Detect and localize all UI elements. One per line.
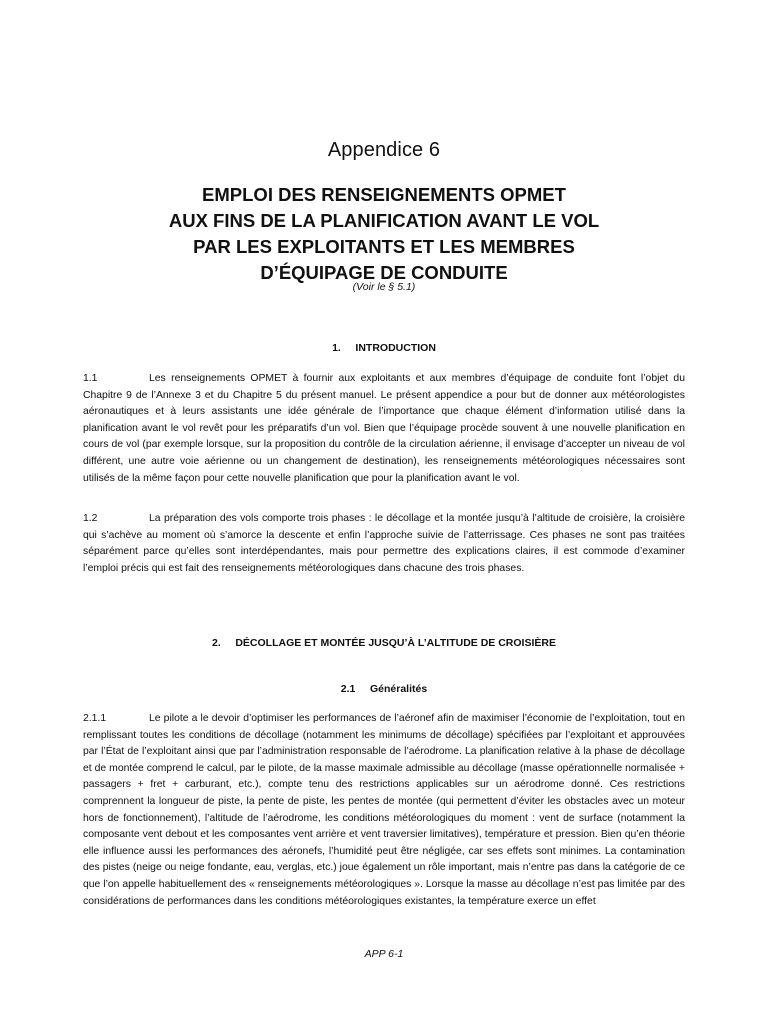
title-line-3: PAR LES EXPLOITANTS ET LES MEMBRES [193, 236, 575, 257]
paragraph-text: Les renseignements OPMET à fournir aux exploitants et aux membres d’équipage de conduite font l’objet du Chapitre 9 de l’Annexe 3 et du Chapitre 5 du présent manuel. Le présent appendice a pour but de donner aux météorologistes aéronautiques et à leurs assistants une idée générale de l’importance que chaque élément d’information utilisé dans la planification avant le vol revêt pour les préparatifs d’un vol. Bien que l’équipage procède souvent à une nouvelle planification en cours de vol (par exemple lorsque, sur la proposition du contrôle de la circulation aérienne, il envisage d’accepter un niveau de vol différent, une autre voie aérienne ou un changement de destination), les renseignements météorologiques nécessaires sont utilisés de la même façon pour cette nouvelle planification que pour la planification avant le vol. [83, 373, 685, 484]
page-footer: APP 6-1 [364, 948, 404, 960]
paragraph-number: 1.2 [83, 513, 98, 524]
paragraph-number: 2.1.1 [83, 713, 107, 724]
appendix-title: Appendice 6 [327, 139, 441, 161]
paragraph-text: La préparation des vols comporte trois phases : le décollage et la montée jusqu’à l’altitude de croisière, la croisière qui s’achève au moment où s’amorce la descente et enfin l’approche suivie de l’atterrissage. Ces phases ne sont pas traitées séparément parce qu’elles sont interdépendantes, mais pour permettre des explications claires, il est commode d’examiner l’emploi précis qui est fait des renseignements météorologiques dans chacune des trois phases. [83, 513, 685, 574]
paragraph-text: Le pilote a le devoir d’optimiser les performances de l’aéronef afin de maximiser l’économie de l’exploitation, tout en remplissant toutes les conditions de décollage (notamment les minimums de décollage) spécifiées par l’exploitant et approuvées par l’État de l’exploitant ainsi que par l’administration responsable de l’aérodrome. La planification relative à la phase de décollage et de montée comprend le calcul, par le pilote, de la masse maximale admissible au décollage (masse opérationnelle normalisée + passagers + fret + carburant, etc.), compte tenu des restrictions applicables sur un aérodrome donné. Ces restrictions comprennent la longueur de piste, la pente de piste, les pentes de montée (qui permettent d’éviter les obstacles avec un moteur hors de fonctionnement), l’altitude de l’aérodrome, les conditions météorologiques du moment : vent de surface (notamment la composante vent debout et les composantes vent arrière et vent traversier limitatives), température et pression. Bien qu’en théorie elle influence aussi les performances des aéronefs, l’humidité peut être négligée, car ses effets sont minimes. La contamination des pistes (neige ou neige fondante, eau, verglas, etc.) joue également un rôle important, mais n’entre pas dans la catégorie de ce que l’on appelle habituellement des « renseignements météorologiques ». Lorsque la masse au décollage n’est pas limitée par des considérations de performances dans les conditions météorologiques existantes, la température exerce un effet [83, 713, 685, 907]
subsection-2-1-heading: 2.1 Généralités [340, 683, 428, 695]
paragraph-1-1 [83, 371, 685, 487]
title-line-4: D’ÉQUIPAGE DE CONDUITE [260, 262, 508, 283]
paragraph-2-1-1 [83, 711, 685, 910]
reference-note: (Voir le § 5.1) [352, 281, 416, 293]
title-line-1: EMPLOI DES RENSEIGNEMENTS OPMET [202, 184, 566, 205]
section-2-heading: 2. DÉCOLLAGE ET MONTÉE JUSQU’À L’ALTITUDE DE CROISIÈRE [211, 637, 556, 649]
paragraph-number: 1.1 [83, 373, 98, 384]
section-1-heading: 1. INTRODUCTION [332, 342, 436, 354]
title-line-2: AUX FINS DE LA PLANIFICATION AVANT LE VOL [168, 210, 600, 231]
document-title [0, 182, 768, 286]
paragraph-1-2 [83, 511, 685, 577]
